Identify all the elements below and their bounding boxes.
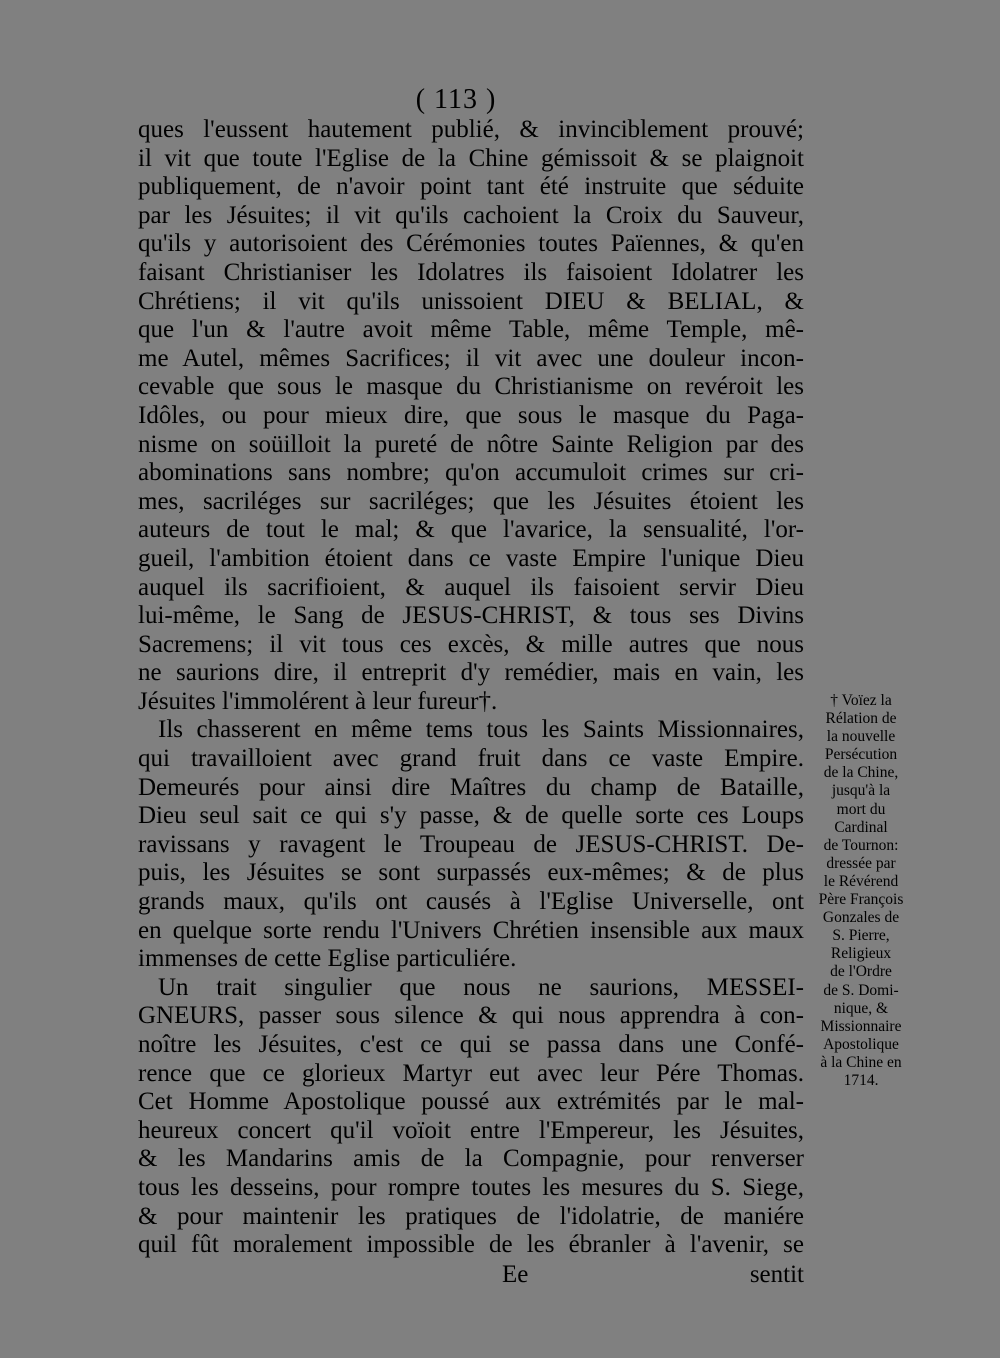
text-line: publiquement, de n'avoir point tant été instruite que séduite <box>138 173 804 201</box>
margin-note-line: de Tournon: <box>823 836 899 854</box>
margin-note-line: † Voïez la <box>830 692 892 709</box>
text-line: cevable que sous le masque du Christianisme on revéroit les <box>138 373 804 401</box>
text-line: & pour maintenir les pratiques de l'idolatrie, de maniére <box>138 1202 804 1230</box>
text-line: auquel ils sacrifioient, & auquel ils faisoient servir Dieu <box>138 573 804 601</box>
text-line: faisant Christianiser les Idolatres ils faisoient Idolatrer les <box>138 258 804 286</box>
text-line: que l'un & l'autre avoit même Table, même Temple, mê- <box>138 316 804 344</box>
text-line: quil fût moralement impossible de les ébranler à l'avenir, se <box>138 1231 804 1259</box>
text-line: puis, les Jésuites se sont surpassés eux-mêmes; & de plus <box>138 859 804 887</box>
text-line: tous les desseins, pour rompre toutes les mesures du S. Siege, <box>138 1173 804 1201</box>
margin-note-line: Apostolique <box>823 1035 899 1053</box>
text-line: Dieu seul sait ce qui s'y passe, & de quelle sorte ces Loups <box>138 802 804 830</box>
text-line: GNEURS, passer sous silence & qui nous apprendra à con- <box>138 1002 804 1030</box>
page-footer <box>138 1260 804 1290</box>
signature-mark: Ee <box>502 1261 529 1288</box>
text-line: ne saurions dire, il entreprit d'y remédier, mais en vain, les <box>138 659 804 687</box>
text-line: Un trait singulier que nous ne saurions, MESSEI- <box>158 973 804 1001</box>
text-line: lui-même, le Sang de JESUS-CHRIST, & tous ses Divins <box>138 602 804 630</box>
margin-note-line: la nouvelle <box>826 728 896 746</box>
page-number: ( 113 ) <box>415 84 497 115</box>
text-line: Chrétiens; il vit qu'ils unissoient DIEU & BELIAL, & <box>138 287 804 315</box>
text-line: immenses de cette Eglise particuliére. <box>138 945 517 973</box>
margin-note-line: le Révérend <box>823 872 899 890</box>
margin-note-line: nique, & <box>833 999 889 1017</box>
text-line: par les Jésuites; il vit qu'ils cachoient la Croix du Sauveur, <box>138 201 804 229</box>
text-line: mes, sacriléges sur sacriléges; que les Jésuites étoient les <box>138 487 804 515</box>
text-line: gueil, l'ambition étoient dans ce vaste Empire l'unique Dieu <box>138 544 804 572</box>
text-line: abominations sans nombre; qu'on accumuloit crimes sur cri- <box>138 459 804 487</box>
margin-note-line: 1714. <box>843 1071 879 1089</box>
text-line: Demeurés pour ainsi dire Maîtres du champ de Bataille, <box>138 773 804 801</box>
margin-note-line: de S. Domi- <box>823 981 899 999</box>
text-line: rence que ce glorieux Martyr eut avec leur Pére Thomas. <box>138 1059 804 1087</box>
margin-note-line: mort du <box>836 800 886 818</box>
text-line: Cet Homme Apostolique poussé aux extrémités par le mal- <box>138 1088 804 1116</box>
margin-note-line: Père François <box>818 891 904 909</box>
text-line: qui travailloient avec grand fruit dans ce vaste Empire. <box>138 745 804 773</box>
text-line: nisme on soüilloit la pureté de nôtre Sainte Religion par des <box>138 430 804 458</box>
margin-note <box>806 692 916 1090</box>
text-line: en quelque sorte rendu l'Univers Chrétien insensible aux maux <box>138 916 804 944</box>
text-line: qu'ils y autorisoient des Cérémonies toutes Païennes, & qu'en <box>138 230 804 258</box>
margin-note-line: Persécution <box>824 746 898 764</box>
text-line: Ils chasserent en même tems tous les Saints Missionnaires, <box>158 716 804 744</box>
text-line: heureux concert qu'il voïoit entre l'Empereur, les Jésuites, <box>138 1116 804 1144</box>
text-line: auteurs de tout le mal; & que l'avarice, la sensualité, l'or- <box>138 516 804 544</box>
margin-note-line: à la Chine en <box>820 1053 902 1071</box>
margin-note-line: Gonzales de <box>822 909 900 927</box>
text-line: il vit que toute l'Eglise de la Chine gémissoit & se plaignoit <box>138 144 804 172</box>
margin-note-line: Rélation de <box>825 710 897 728</box>
margin-note-line: S. Pierre, <box>832 927 890 945</box>
text-line: noître les Jésuites, c'est ce qui se passa dans une Confé- <box>138 1031 804 1058</box>
text-line: Idôles, ou pour mieux dire, que sous le masque du Paga- <box>138 401 804 429</box>
margin-note-line: de la Chine, <box>823 764 899 782</box>
margin-note-line: dressée par <box>826 854 896 872</box>
margin-note-line: jusqu'à la <box>831 782 891 800</box>
margin-note-line: Religieux <box>830 945 892 963</box>
text-line: Jésuites l'immolérent à leur fureur†. <box>138 687 498 715</box>
margin-note-line: de l'Ordre <box>830 963 892 981</box>
text-line: Sacremens; il vit tous ces excès, & mille autres que nous <box>138 630 804 658</box>
text-line: me Autel, mêmes Sacrifices; il vit avec une douleur incon- <box>138 344 804 372</box>
margin-note-line: Missionnaire <box>820 1017 902 1035</box>
text-line: grands maux, qu'ils ont causés à l'Eglise Universelle, ont <box>138 888 804 916</box>
text-line: ques l'eussent hautement publié, & invinciblement prouvé; <box>138 116 804 143</box>
text-line: ravissans y ravagent le Troupeau de JESUS-CHRIST. De- <box>138 830 804 858</box>
margin-note-line: Cardinal <box>834 818 888 836</box>
text-line: & les Mandarins amis de la Compagnie, pour renverser <box>138 1145 804 1173</box>
catchword: sentit <box>749 1261 804 1288</box>
body-text <box>138 116 804 1260</box>
